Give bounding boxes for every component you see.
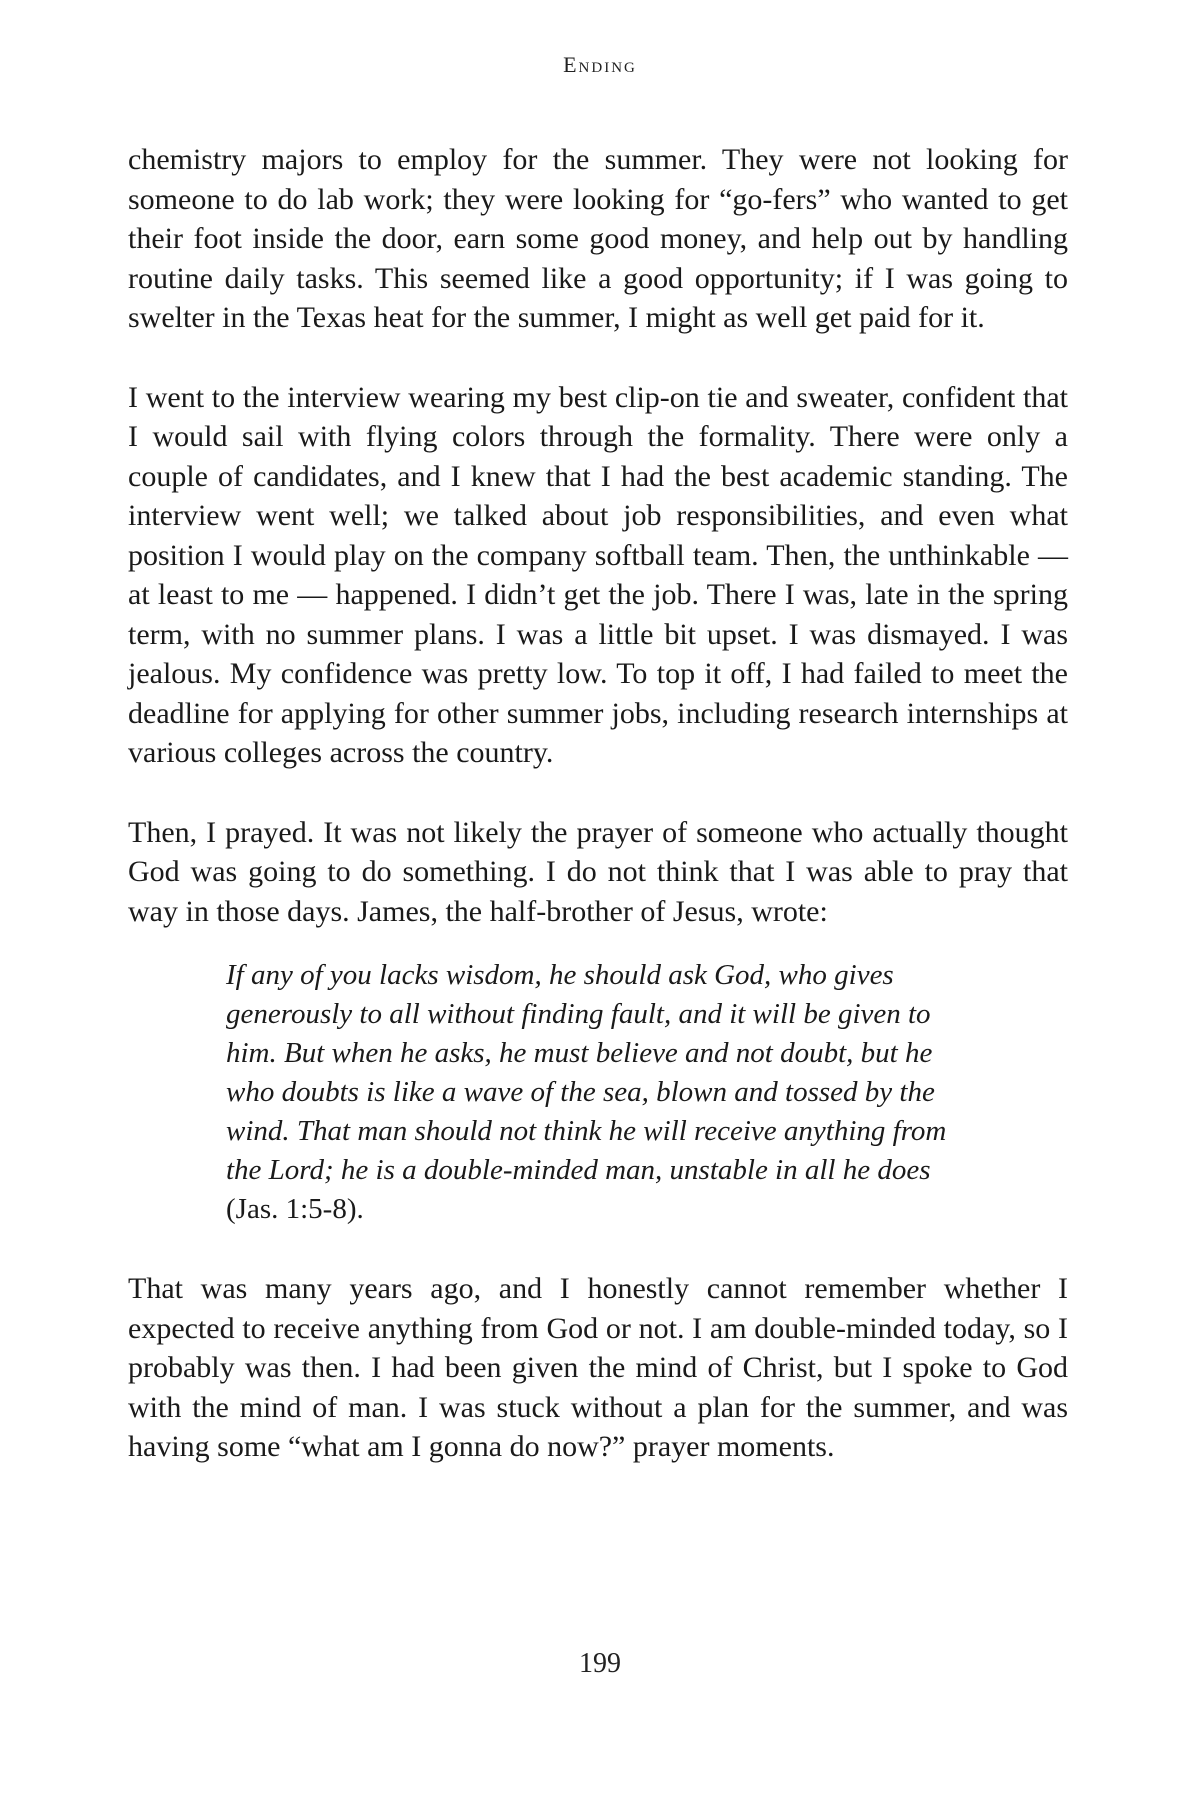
paragraph-4: That was many years ago, and I honestly cannot remember whether I expected to receive anything from God or not. I am double-minded today, so I probably was then. I had been given the mind of Christ, but I spoke to God with the mind of man. I was stuck without a plan for the summer, and was having some “what am I gonna do now?” prayer moments. <box>128 1272 1068 1463</box>
scripture-blockquote <box>226 956 980 1229</box>
page-number: 199 <box>579 1648 621 1679</box>
paragraph-2: I went to the interview wearing my best clip-on tie and sweater, confident that I would sail with flying colors through the formality. There were only a couple of candidates, and I knew that I had the best academic standing. The interview went well; we talked about job responsibilities, and even what position I would play on the company softball team. Then, the unthinkable — at least to me — happened. I didn’t get the job. There I was, late in the spring term, with no summer plans. I was a little bit upset. I was dismayed. I was jealous. My confidence was pretty low. To top it off, I had failed to meet the deadline for applying for other summer jobs, including research internships at various colleges across the country. <box>128 380 1068 769</box>
blockquote-citation: (Jas. 1:5-8). <box>226 1193 364 1225</box>
body-text <box>128 140 1068 1467</box>
paragraph-1: chemistry majors to employ for the summer. They were not looking for someone to do lab work; they were looking for “go-fers” who wanted to get their foot inside the door, earn some good money, and help out by handling routine daily tasks. This seemed like a good opportunity; if I was going to swelter in the Texas heat for the summer, I might as well get paid for it. <box>128 143 1068 334</box>
blockquote-text: If any of you lacks wisdom, he should ask God, who gives generously to all without finding fault, and it will be given to him. But when he asks, he must believe and not doubt, but he who doubts is like a wave of the sea, blown and tossed by the wind. That man should not think he will receive anything from the Lord; he is a double-minded man, unstable in all he does <box>226 959 947 1186</box>
paragraph-3: Then, I prayed. It was not likely the prayer of someone who actually thought God was going to do something. I do not think that I was able to pray that way in those days. James, the half-brother of Jesus, wrote: <box>128 815 1068 928</box>
running-head: Ending <box>563 52 637 77</box>
